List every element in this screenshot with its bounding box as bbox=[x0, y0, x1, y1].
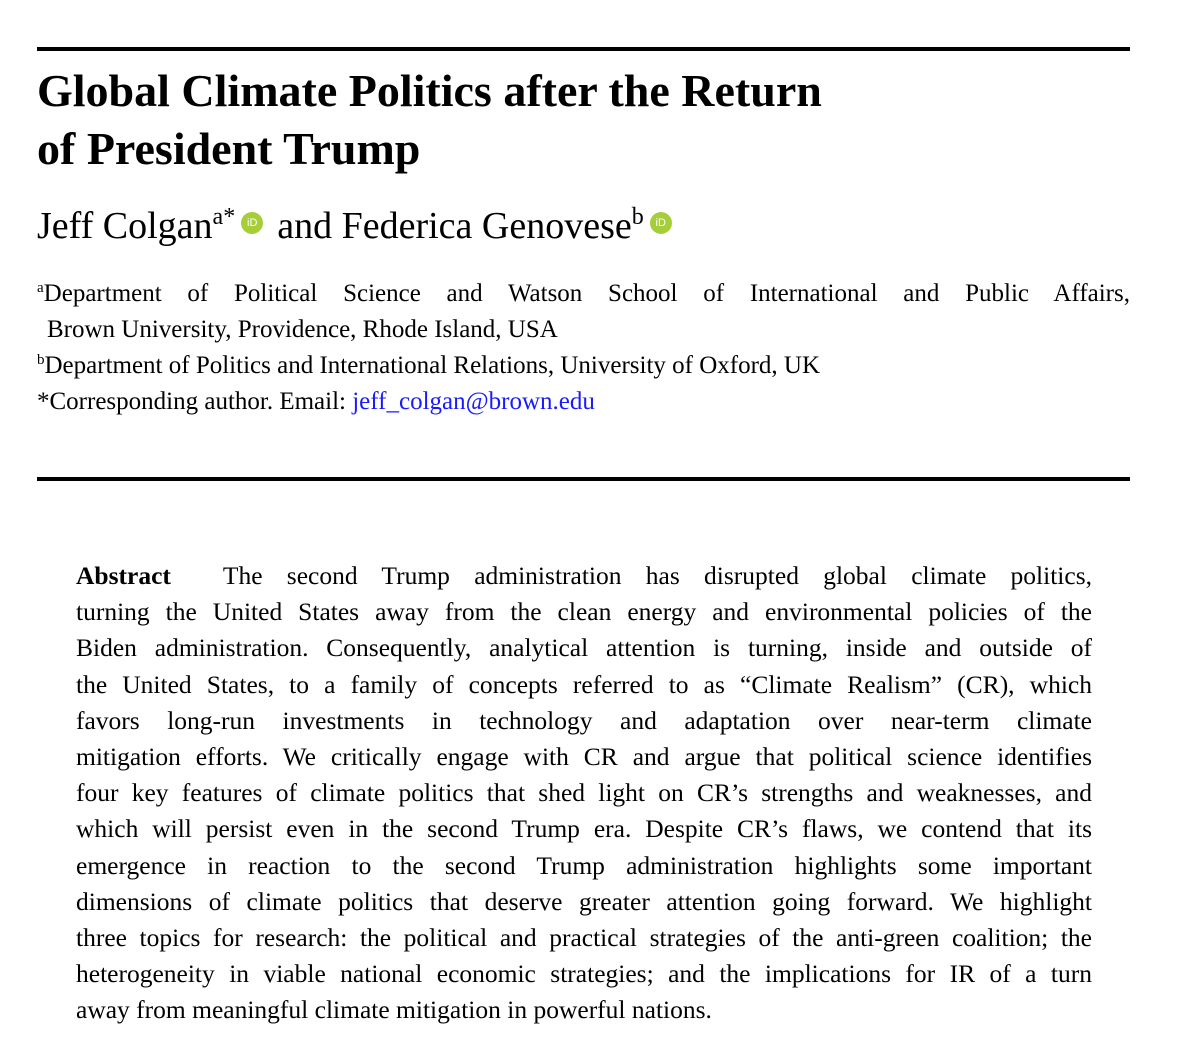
affiliation-b bbox=[37, 348, 1130, 384]
abstract bbox=[76, 558, 1092, 1029]
corresponding-author bbox=[37, 384, 1130, 420]
orcid-icon-author-1[interactable]: iD bbox=[241, 212, 263, 234]
title-line-2: of President Trump bbox=[37, 123, 421, 174]
abstract-line: mitigation efforts. We critically engage with CR and argue that political science identifies bbox=[76, 742, 1092, 772]
author-list bbox=[37, 196, 672, 256]
paper-title bbox=[37, 62, 1130, 178]
abstract-line: which will persist even in the second Trump era. Despite CR’s flaws, we contend that its bbox=[76, 814, 1092, 844]
abstract-line: away from meaningful climate mitigation in powerful nations. bbox=[76, 995, 712, 1025]
affiliation-a-marker: a bbox=[37, 280, 44, 296]
affiliations bbox=[37, 276, 1130, 420]
author-2-affil-marker: b bbox=[631, 204, 644, 230]
affiliation-b-text: Department of Politics and International Relations, University of Oxford, UK bbox=[44, 352, 821, 379]
corresponding-label: *Corresponding author. Email: bbox=[37, 388, 346, 415]
author-2-name: Federica Genovese bbox=[341, 205, 632, 247]
abstract-line: dimensions of climate politics that deserve greater attention going forward. We highlight bbox=[76, 886, 1092, 916]
bottom-rule bbox=[37, 477, 1130, 481]
abstract-heading: Abstract bbox=[76, 561, 171, 590]
abstract-line: the United States, to a family of concepts referred to as “Climate Realism” (CR), which bbox=[76, 669, 1092, 699]
abstract-line: three topics for research: the political and practical strategies of the anti-green coalition; the bbox=[76, 923, 1092, 953]
email-link[interactable]: jeff_colgan@brown.edu bbox=[352, 388, 595, 415]
author-1-name: Jeff Colgan bbox=[37, 205, 213, 247]
affiliation-a-line-1 bbox=[37, 276, 1130, 312]
abstract-line: favors long-run investments in technology and adaptation over near-term climate bbox=[76, 705, 1092, 735]
title-line-1: Global Climate Politics after the Return bbox=[37, 65, 822, 116]
orcid-icon-author-2[interactable]: iD bbox=[650, 212, 672, 234]
author-connector: and bbox=[277, 205, 333, 247]
affiliation-b-marker: b bbox=[37, 352, 45, 368]
abstract-line: Biden administration. Consequently, analytical attention is turning, inside and outside of bbox=[76, 633, 1092, 663]
abstract-line: turning the United States away from the clean energy and environmental policies of the bbox=[76, 597, 1092, 627]
author-1-affil-marker: a* bbox=[212, 204, 236, 230]
abstract-line bbox=[76, 558, 1092, 594]
abstract-line-text: The second Trump administration has disrupted global climate politics, bbox=[222, 561, 1092, 590]
affiliation-a-text-1: Department of Political Science and Watson School of International and Public Affairs, bbox=[43, 280, 1130, 307]
abstract-line: heterogeneity in viable national economic strategies; and the implications for IR of a turn bbox=[76, 959, 1092, 989]
affiliation-a-line-2: Brown University, Providence, Rhode Island, USA bbox=[47, 316, 558, 343]
abstract-line: four key features of climate politics that shed light on CR’s strengths and weaknesses, and bbox=[76, 778, 1092, 808]
abstract-line: emergence in reaction to the second Trump administration highlights some important bbox=[76, 850, 1092, 880]
top-rule bbox=[37, 47, 1130, 51]
